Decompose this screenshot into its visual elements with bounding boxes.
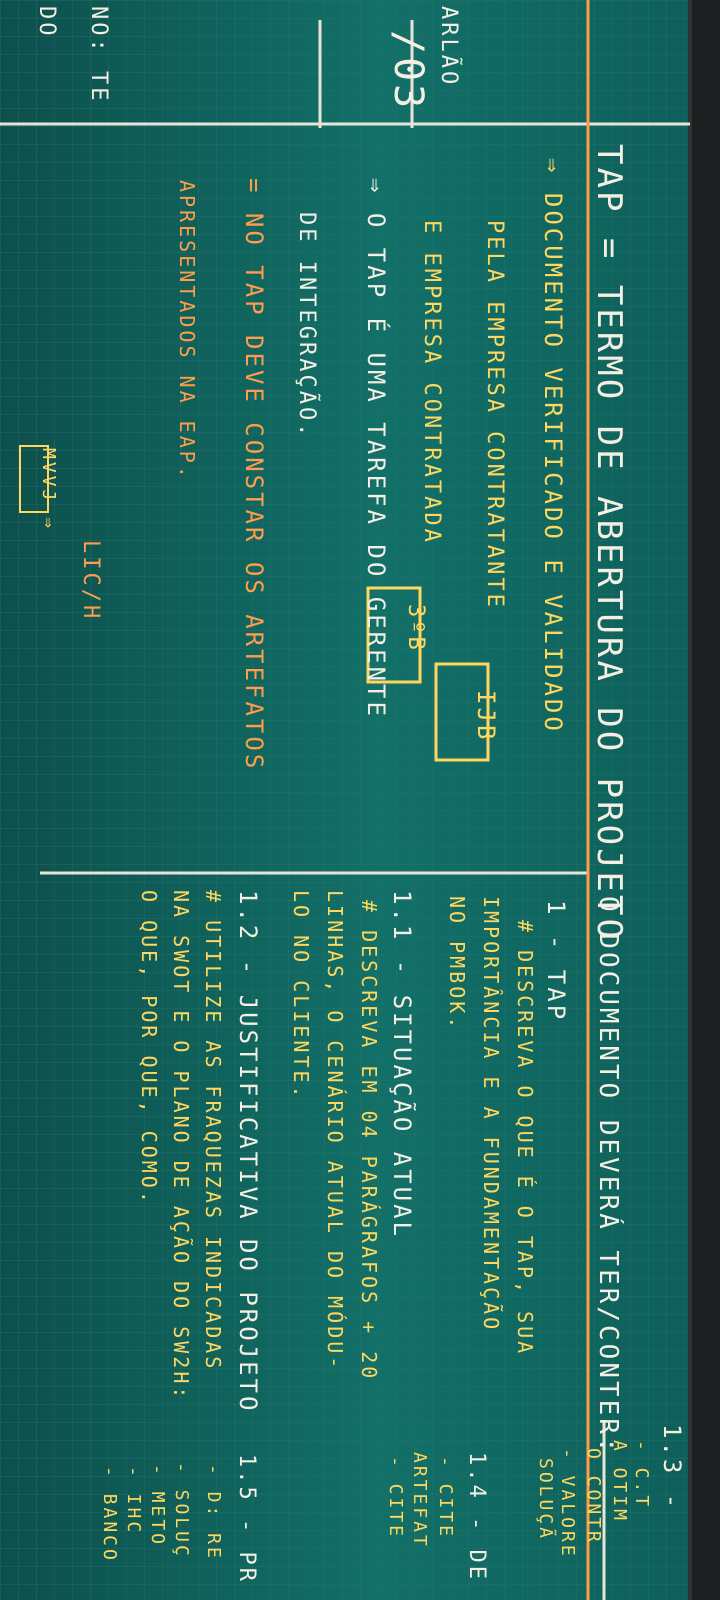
section-2-line-b: LINHAS, O CENÁRIO ATUAL DO MÓDU- (323, 890, 347, 1372)
section-2-line-c: LO NO CLIENTE. (289, 890, 313, 1101)
svg-text:A OTIM: A OTIM (609, 1440, 630, 1524)
signature-mark: LIC/H (78, 540, 103, 622)
section-3-line-b: NA SWOT E O PLANO DE AÇÃO DO SW2H: (169, 890, 193, 1402)
svg-text:- D: RE: - D: RE (203, 1464, 224, 1561)
svg-text:- VALORE: - VALORE (557, 1448, 578, 1559)
bracket-ijb: IJB (472, 690, 500, 743)
svg-text:ARTEFAT: ARTEFAT (409, 1452, 430, 1549)
far-section-3-title: 1.5 - PR (234, 1454, 259, 1584)
svg-text:- C.T: - C.T (631, 1440, 652, 1510)
svg-text:DO: DO (34, 6, 59, 39)
section-3-line-c: O QUE, POR QUE, COMO. (137, 890, 161, 1206)
far-section-2-title: 1.4 - DE (464, 1452, 489, 1582)
main-line-5: DE INTEGRAÇÃO. (294, 212, 319, 440)
main-line-2: PELA EMPRESA CONTRATANTE (482, 220, 507, 610)
section-1-line-b: IMPORTÂNCIA E A FUNDAMENTAÇÃO (479, 896, 503, 1333)
bracket-3b: 3ºB (403, 604, 428, 653)
main-title: TAP = TERMO DE ABERTURA DO PROJETO (589, 144, 629, 942)
svg-text:- IHC: - IHC (123, 1466, 144, 1536)
section-3-title: 1.2 - JUSTIFICATIVA DO PROJETO (234, 890, 262, 1414)
header-note: NO: TE (86, 6, 111, 104)
svg-text:- CITE: - CITE (385, 1456, 406, 1540)
date-text: /03 (385, 30, 431, 112)
main-line-3: E EMPRESA CONTRATADA (419, 220, 444, 545)
main-line-4: ⇒ O TAP É UMA TAREFA DO GERENTE (362, 178, 390, 719)
section-2-title: 1.1 - SITUAÇÃO ATUAL (388, 890, 416, 1239)
section-1-title: 1 - TAP (542, 900, 570, 1023)
svg-text:- SOLUÇ: - SOLUÇ (171, 1462, 192, 1559)
svg-text:- CITE: - CITE (435, 1456, 456, 1540)
svg-text:- METO: - METO (147, 1464, 168, 1548)
section-1-line-c: NO PMBOK. (445, 896, 469, 1032)
section-2-line-a: # DESCREVA EM 04 PARÁGRAFOS + 20 (357, 900, 381, 1382)
svg-text:O CONTR: O CONTR (583, 1448, 604, 1545)
svg-text:- BANCO: - BANCO (99, 1466, 120, 1563)
section-3-line-a: # UTILIZE AS FRAQUEZAS INDICADAS (201, 890, 225, 1372)
board-frame (688, 0, 720, 1600)
far-section-1-title: 1.3 - (658, 1424, 686, 1512)
svg-text:ARLÃO: ARLÃO (436, 6, 461, 88)
main-line-6: = NO TAP DEVE CONSTAR OS ARTEFATOS (240, 178, 268, 772)
main-line-1: ⇒ DOCUMENTO VERIFICADO E VALIDADO (539, 158, 567, 734)
main-line-7: APRESENTADOS NA EAP. (175, 180, 199, 481)
right-title: O DOCUMENTO DEVERÁ TER/CONTER: (593, 896, 623, 1456)
svg-text:SOLUÇÃ: SOLUÇÃ (535, 1458, 556, 1542)
section-1-line-a: # DESCREVA O QUE É O TAP, SUA (513, 920, 537, 1357)
boxed-note: MVVJ ⇒ (38, 448, 59, 532)
